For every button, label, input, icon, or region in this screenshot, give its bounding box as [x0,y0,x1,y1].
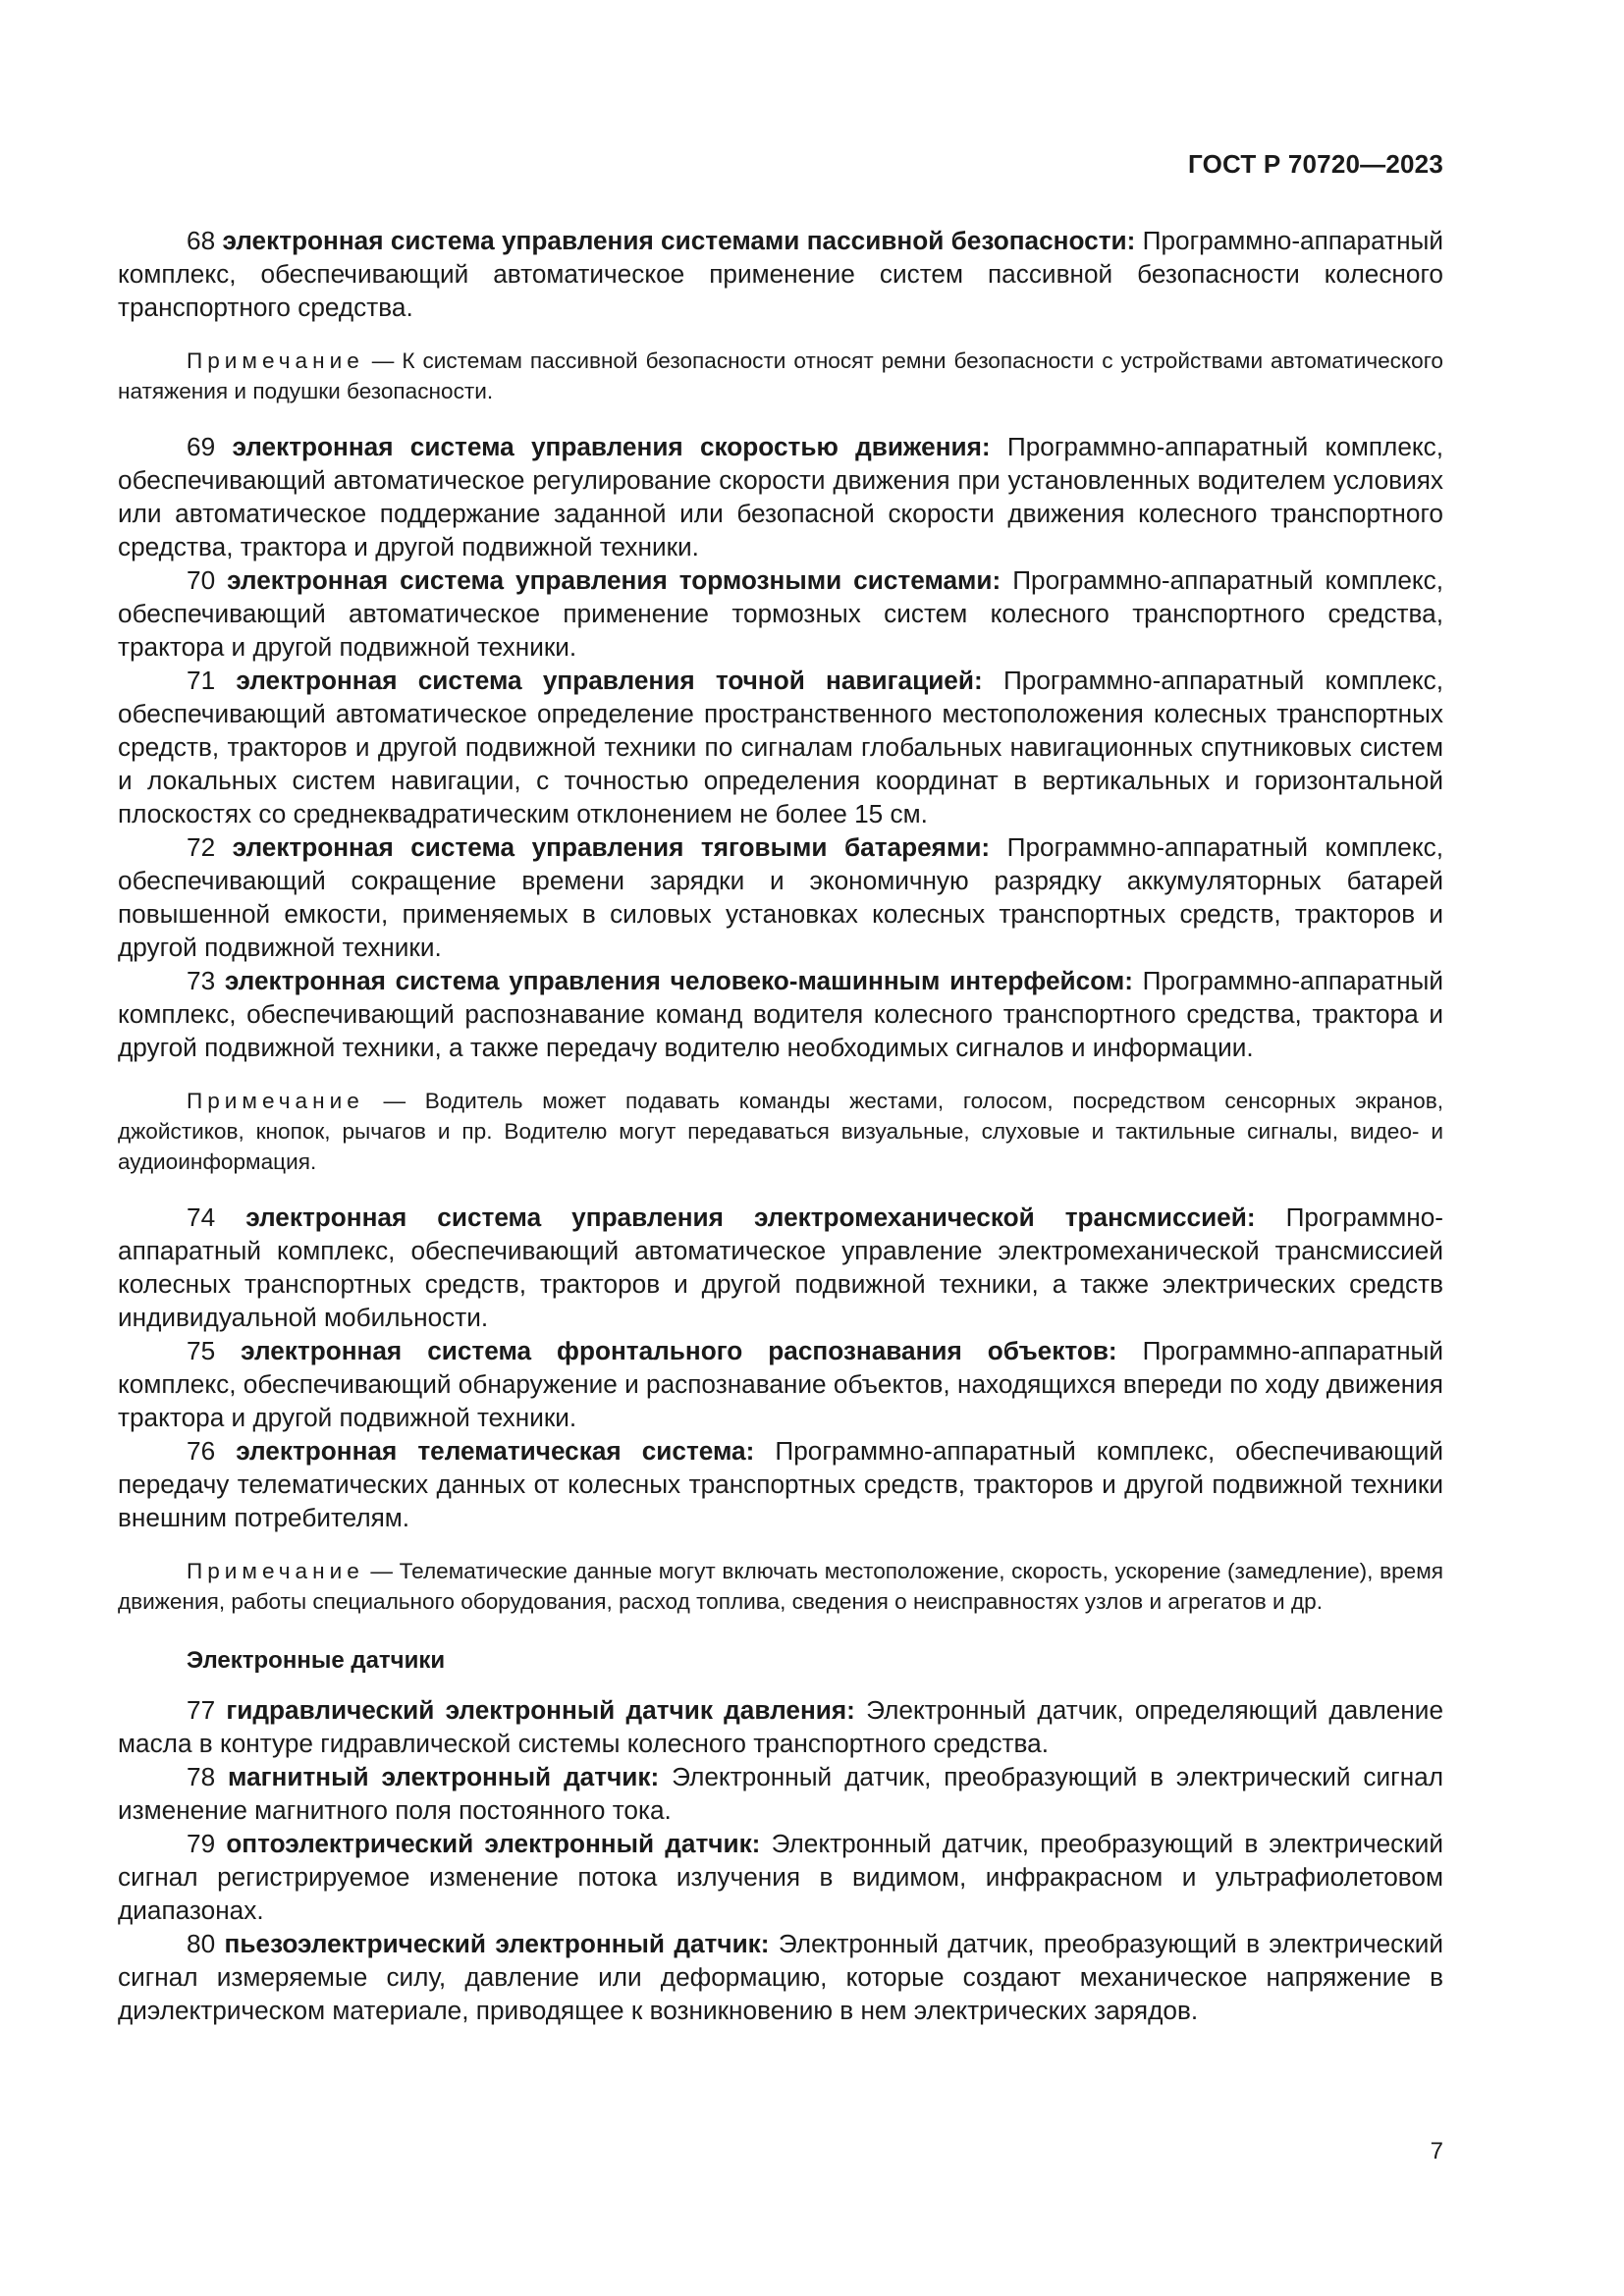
term-number: 69 [187,432,216,461]
page-number: 7 [1430,2138,1443,2164]
term-entry-80 [118,1927,1443,2027]
term-number: 72 [187,832,216,862]
term-number: 76 [187,1436,216,1466]
term-title: электронная система управления тяговыми батареями: [232,832,991,862]
note-68 [118,346,1443,406]
term-definition: Программно-аппаратный комплекс, обеспечивающий сокращение времени зарядки и экономичную разрядку аккумуляторных батарей повышенной емкости, применяемых в силовых установках колесных транспортных средств, тракторов и другой подвижной техники. [118,832,1443,962]
term-definition: Программно-аппаратный комплекс, обеспечивающий обнаружение и распознавание объектов, находящихся впереди по ходу движения трактора и другой подвижной техники. [118,1336,1443,1432]
term-definition: Программно-аппаратный комплекс, обеспечивающий распознавание команд водителя колесного транспортного средства, трактора и другой подвижной техники, а также передачу водителю необходимых сигналов и информации. [118,966,1443,1062]
term-title: электронная система управления системами пассивной безопасности: [222,226,1136,255]
term-title: электронная система управления человеко-машинным интерфейсом: [224,966,1133,995]
document-header: ГОСТ Р 70720—2023 [1188,149,1443,179]
term-number: 71 [187,666,216,695]
note-text: — К системам пассивной безопасности относят ремни безопасности с устройствами автоматического натяжения и подушки безопасности. [118,348,1443,403]
term-title: электронная система управления скоростью движения: [232,432,991,461]
term-entry-74 [118,1201,1443,1334]
note-label: Примечание [187,348,364,373]
term-title: электронная система управления тормозными системами: [227,565,1001,595]
section-title-electronic-sensors: Электронные датчики [187,1647,446,1674]
term-entry-77 [118,1693,1443,1760]
note-label: Примечание [187,1089,364,1113]
term-entry-69 [118,430,1443,563]
term-entry-68 [118,224,1443,324]
term-number: 68 [187,226,216,255]
term-definition: Программно-аппаратный комплекс, обеспечивающий автоматическое применение тормозных систем колесного транспортного средства, трактора и другой подвижной техники. [118,565,1444,662]
term-definition: Электронный датчик, преобразующий в электрический сигнал измеряемые силу, давление или деформацию, которые создают механическое напряжение в диэлектрическом материале, приводящее к возникновению в нем электрических зарядов. [118,1929,1443,2025]
term-number: 79 [187,1829,216,1858]
note-text: — Водитель может подавать команды жестами, голосом, посредством сенсорных экранов, джойстиков, кнопок, рычагов и пр. Водителю могут передаваться визуальные, слуховые и тактильные сигналы, видео- и аудиоинформация. [118,1089,1443,1174]
note-73 [118,1086,1443,1177]
term-entry-72 [118,830,1443,964]
term-definition: Электронный датчик, определяющий давление масла в контуре гидравлической системы колесного транспортного средства. [118,1695,1444,1758]
term-definition: Программно-аппаратный комплекс, обеспечивающий передачу телематических данных от колесных транспортных средств, тракторов и другой подвижной техники внешним потребителям. [118,1436,1443,1532]
term-entry-73 [118,964,1443,1064]
term-entry-70 [118,563,1443,664]
term-number: 74 [187,1202,216,1232]
term-number: 77 [187,1695,216,1725]
term-title: пьезоэлектрический электронный датчик: [224,1929,770,1958]
term-title: электронная система фронтального распознавания объектов: [241,1336,1117,1365]
note-76 [118,1556,1443,1617]
term-definition: Электронный датчик, преобразующий в электрический сигнал изменение магнитного поля постоянного тока. [118,1762,1443,1825]
term-entry-79 [118,1827,1443,1927]
note-text: — Телематические данные могут включать местоположение, скорость, ускорение (замедление), время движения, работы специального оборудования, расход топлива, сведения о неисправностях узлов и агрегатов и др. [118,1559,1443,1614]
term-entry-75 [118,1334,1443,1434]
term-number: 80 [187,1929,216,1958]
term-definition: Программно-аппаратный комплекс, обеспечивающий автоматическое управление электромеханической трансмиссией колесных транспортных средств, тракторов и другой подвижной техники, а также электрических средств индивидуальной мобильности. [118,1202,1443,1332]
term-title: оптоэлектрический электронный датчик: [226,1829,761,1858]
term-title: магнитный электронный датчик: [228,1762,660,1791]
term-number: 78 [187,1762,216,1791]
term-definition: Электронный датчик, преобразующий в электрический сигнал регистрируемое изменение потока излучения в видимом, инфракрасном и ультрафиолетовом диапазонах. [118,1829,1443,1925]
term-definition: Программно-аппаратный комплекс, обеспечивающий автоматическое регулирование скорости движения при установленных водителем условиях или автоматическое поддержание заданной или безопасной скорости движения колесного транспортного средства, трактора и другой подвижной техники. [118,432,1444,561]
document-page [118,0,1443,2296]
term-number: 73 [187,966,216,995]
term-definition: Программно-аппаратный комплекс, обеспечивающий автоматическое применение систем пассивной безопасности колесного транспортного средства. [118,226,1443,322]
term-number: 70 [187,565,216,595]
term-title: электронная система управления точной навигацией: [236,666,983,695]
document-content [118,224,1443,2027]
term-entry-71 [118,664,1443,830]
term-entry-78 [118,1760,1443,1827]
term-entry-76 [118,1434,1443,1534]
term-number: 75 [187,1336,216,1365]
term-title: электронная система управления электромеханической трансмиссией: [245,1202,1256,1232]
term-title: гидравлический электронный датчик давления: [226,1695,855,1725]
term-definition: Программно-аппаратный комплекс, обеспечивающий автоматическое определение пространственного местоположения колесных транспортных средств, тракторов и другой подвижной техники по сигналам глобальных навигационных спутниковых систем и локальных систем навигации, с точностью определения координат в вертикальных и горизонтальной плоскостях со среднеквадратическим отклонением не более 15 см. [118,666,1443,828]
term-title: электронная телематическая система: [236,1436,755,1466]
note-label: Примечание [187,1559,364,1583]
